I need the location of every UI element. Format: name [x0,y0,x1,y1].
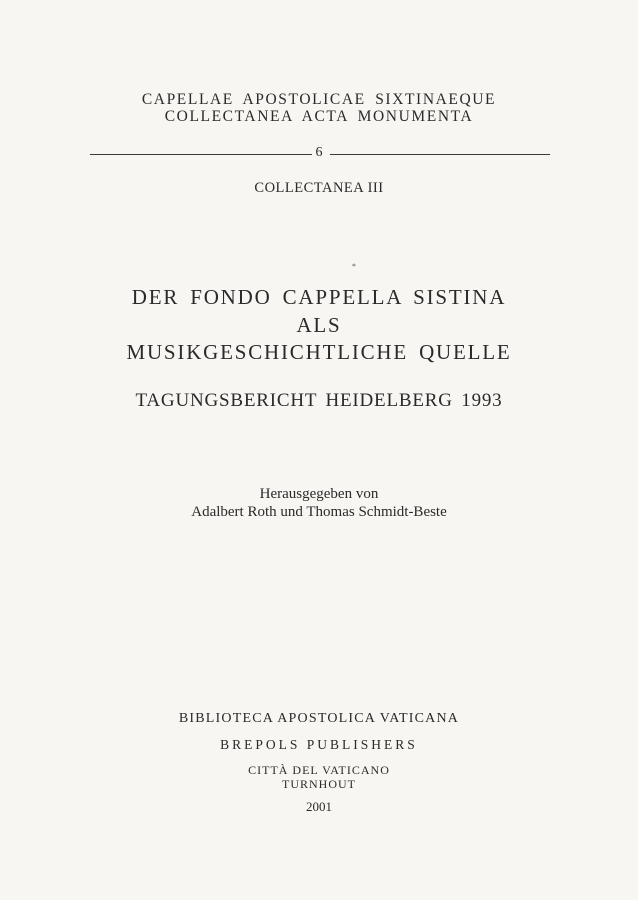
series-title-line-2: COLLECTANEA ACTA MONUMENTA [164,108,474,125]
editors-label: Herausgegeben von [259,486,379,502]
volume-number: 6 [315,145,323,160]
place-line-1: CITTÀ DEL VATICANO [248,763,390,777]
publisher-secondary: BREPOLS PUBLISHERS [220,737,418,752]
book-title-line-1: DER FONDO CAPPELLA SISTINA [131,285,507,309]
publisher-primary: BIBLIOTECA APOSTOLICA VATICANA [178,711,460,726]
publication-year: 2001 [306,799,332,814]
ornament-mark: * [352,262,356,271]
right-rule [330,154,550,155]
book-title-line-3: MUSIKGESCHICHTLICHE QUELLE [126,340,512,364]
subseries-title: COLLECTANEA III [254,180,384,196]
series-title-line-1: CAPELLAE APOSTOLICAE SIXTINAEQUE [141,91,497,108]
book-subtitle: TAGUNGSBERICHT HEIDELBERG 1993 [135,390,503,411]
editors-names: Adalbert Roth und Thomas Schmidt-Beste [191,504,447,520]
place-line-2: TURNHOUT [282,777,356,791]
book-title-line-2: ALS [296,313,342,337]
